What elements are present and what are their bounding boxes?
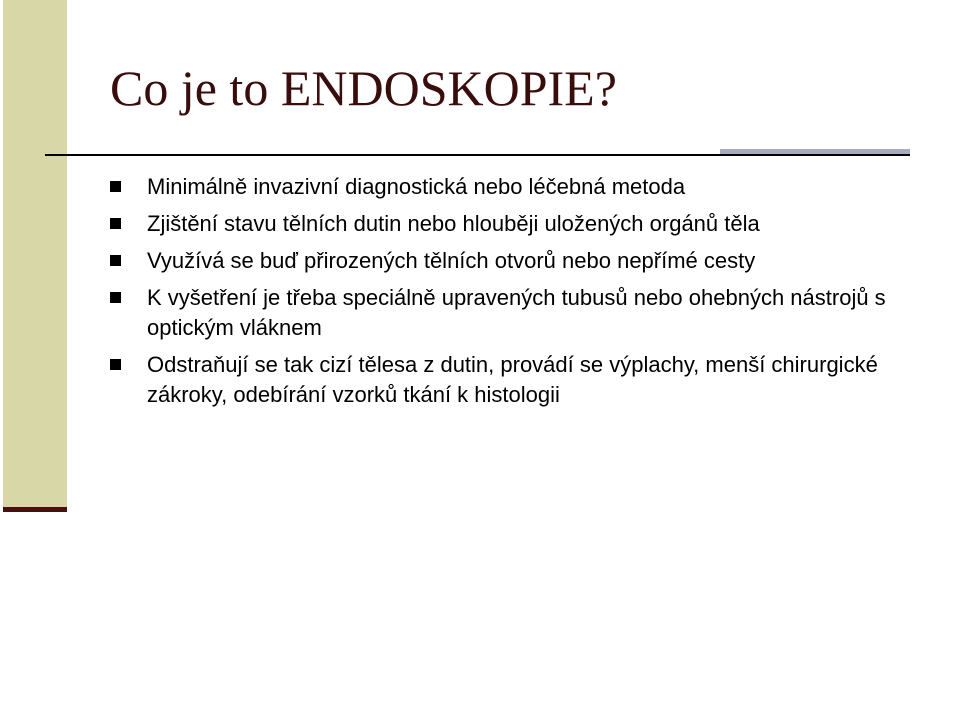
square-bullet-icon	[110, 292, 121, 303]
bullet-text: Využívá se buď přirozených tělních otvorů nebo nepřímé cesty	[147, 248, 756, 273]
title-divider-line	[45, 154, 910, 156]
square-bullet-icon	[110, 359, 121, 370]
bullet-list	[110, 172, 920, 417]
bullet-item	[110, 209, 920, 239]
side-accent-bar	[3, 0, 67, 507]
title-divider-accent	[720, 149, 910, 154]
bullet-item	[110, 172, 920, 202]
bullet-text: Zjištění stavu tělních dutin nebo hlouběji uložených orgánů těla	[147, 211, 760, 236]
square-bullet-icon	[110, 181, 121, 192]
bullet-item	[110, 350, 920, 410]
bullet-text: Odstraňují se tak cizí tělesa z dutin, provádí se výplachy, menší chirurgické zákroky, odebírání vzorků tkání k histologii	[147, 352, 878, 407]
bullet-text: Minimálně invazivní diagnostická nebo léčebná metoda	[147, 174, 686, 199]
slide-title: Co je to ENDOSKOPIE?	[110, 60, 617, 116]
bullet-item	[110, 283, 920, 343]
square-bullet-icon	[110, 218, 121, 229]
square-bullet-icon	[110, 255, 121, 266]
bullet-text: K vyšetření je třeba speciálně upravených tubusů nebo ohebných nástrojů s optickým vláknem	[147, 285, 886, 340]
bullet-item	[110, 246, 920, 276]
side-accent-bar-foot	[3, 507, 67, 512]
